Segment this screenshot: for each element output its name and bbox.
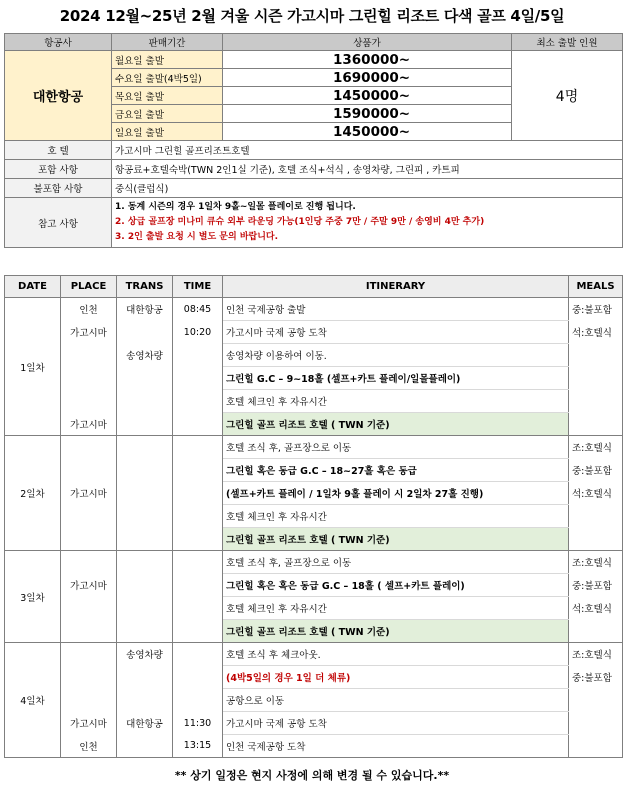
itinerary-text: 호텔 체크인 후 자유시간 bbox=[223, 390, 569, 413]
itinerary-text: 그린힐 혹은 혹은 동급 G.C – 18홀 ( 셀프+카트 플레이) bbox=[223, 574, 569, 597]
place-cell bbox=[61, 689, 117, 712]
note-line: 1. 동계 시즌의 경우 1일차 9홀~일몰 플레이로 진행 됩니다. bbox=[115, 202, 356, 212]
time-cell bbox=[173, 689, 223, 712]
meal-cell bbox=[569, 712, 623, 735]
itinerary-text: 호텔 체크인 후 자유시간 bbox=[223, 505, 569, 528]
trans-cell: 송영차량 bbox=[117, 344, 173, 367]
time-cell bbox=[173, 390, 223, 413]
itinerary-row bbox=[5, 321, 623, 344]
header-place: PLACE bbox=[61, 276, 117, 298]
trans-cell bbox=[117, 436, 173, 459]
place-cell bbox=[61, 459, 117, 482]
note-line: 3. 2인 출발 요청 시 별도 문의 바랍니다. bbox=[115, 232, 279, 242]
place-cell bbox=[61, 597, 117, 620]
itinerary-row bbox=[5, 367, 623, 390]
departure-price: 1690000~ bbox=[223, 69, 512, 87]
meal-cell: 조:호텔식 bbox=[569, 436, 623, 459]
place-cell: 인천 bbox=[61, 298, 117, 321]
header-price: 상품가 bbox=[223, 34, 512, 51]
trans-cell bbox=[117, 689, 173, 712]
trans-cell: 송영차량 bbox=[117, 643, 173, 666]
itinerary-text: 호텔 체크인 후 자유시간 bbox=[223, 597, 569, 620]
itinerary-row bbox=[5, 390, 623, 413]
trans-cell bbox=[117, 367, 173, 390]
place-cell: 가고시마 bbox=[61, 574, 117, 597]
footer-note: ** 상기 일정은 현지 사정에 의해 변경 될 수 있습니다.** bbox=[174, 769, 450, 782]
place-cell: 인천 bbox=[61, 735, 117, 758]
place-cell: 가고시마 bbox=[61, 413, 117, 436]
meal-cell: 중:불포함 bbox=[569, 459, 623, 482]
place-cell bbox=[61, 620, 117, 643]
header-period: 판매기간 bbox=[112, 34, 223, 51]
time-cell bbox=[173, 367, 223, 390]
trans-cell bbox=[117, 620, 173, 643]
meal-cell: 석:호텔식 bbox=[569, 321, 623, 344]
trans-cell bbox=[117, 321, 173, 344]
itinerary-row bbox=[5, 574, 623, 597]
notes-row bbox=[5, 198, 623, 248]
meal-cell bbox=[569, 505, 623, 528]
page-title: 2024 12월~25년 2월 겨울 시즌 가고시마 그린힐 리조트 다색 골프 4일/5일 bbox=[59, 7, 565, 25]
meal-cell bbox=[569, 390, 623, 413]
time-cell bbox=[173, 643, 223, 666]
trans-cell bbox=[117, 666, 173, 689]
place-cell bbox=[61, 666, 117, 689]
trans-cell: 대한항공 bbox=[117, 712, 173, 735]
itinerary-text: 그린힐 골프 리조트 호텔 ( TWN 기준) bbox=[223, 413, 569, 436]
itinerary-text: 공항으로 이동 bbox=[223, 689, 569, 712]
header-date: DATE bbox=[5, 276, 61, 298]
time-cell bbox=[173, 597, 223, 620]
itinerary-table bbox=[4, 275, 623, 758]
itinerary-text: 가고시마 국제 공항 도착 bbox=[223, 321, 569, 344]
time-cell: 13:15 bbox=[173, 735, 223, 758]
meal-cell bbox=[569, 528, 623, 551]
itinerary-row bbox=[5, 528, 623, 551]
meal-cell bbox=[569, 344, 623, 367]
place-cell bbox=[61, 367, 117, 390]
place-cell bbox=[61, 528, 117, 551]
itinerary-row bbox=[5, 597, 623, 620]
trans-cell bbox=[117, 597, 173, 620]
time-cell bbox=[173, 413, 223, 436]
itinerary-text: 인천 국제공항 도착 bbox=[223, 735, 569, 758]
itinerary-text: 호텔 조식 후 체크아웃. bbox=[223, 643, 569, 666]
note-line: 2. 상급 골프장 미나미 큐슈 외부 라운딩 가능(1인당 주중 7만 / 주말 9만 / 송영비 4만 추가) bbox=[115, 217, 485, 227]
place-cell bbox=[61, 551, 117, 574]
time-cell bbox=[173, 344, 223, 367]
day-label: 1일차 bbox=[5, 298, 61, 436]
included-value: 항공료+호텔숙박(TWN 2인1실 기준), 호텔 조식+석식 , 송영차량, 그린피 , 카트피 bbox=[112, 160, 623, 179]
excluded-value: 중식(클럽식) bbox=[112, 179, 623, 198]
itinerary-row bbox=[5, 689, 623, 712]
place-cell: 가고시마 bbox=[61, 321, 117, 344]
itinerary-row bbox=[5, 344, 623, 367]
itinerary-row bbox=[5, 551, 623, 574]
trans-cell bbox=[117, 574, 173, 597]
time-cell: 08:45 bbox=[173, 298, 223, 321]
time-cell bbox=[173, 574, 223, 597]
header-itinerary: ITINERARY bbox=[223, 276, 569, 298]
meal-cell bbox=[569, 735, 623, 758]
departure-day: 목요일 출발 bbox=[112, 87, 223, 105]
itinerary-text: 그린힐 혹은 동급 G.C – 18~27홀 혹은 동급 bbox=[223, 459, 569, 482]
departure-price: 1450000~ bbox=[223, 87, 512, 105]
itinerary-row bbox=[5, 413, 623, 436]
header-trans: TRANS bbox=[117, 276, 173, 298]
trans-cell: 대한항공 bbox=[117, 298, 173, 321]
header-meals: MEALS bbox=[569, 276, 623, 298]
header-airline: 항공사 bbox=[5, 34, 112, 51]
trans-cell bbox=[117, 735, 173, 758]
meal-cell: 석:호텔식 bbox=[569, 482, 623, 505]
min-pax-cell: 4명 bbox=[512, 51, 623, 141]
trans-cell bbox=[117, 390, 173, 413]
itinerary-row bbox=[5, 620, 623, 643]
time-cell bbox=[173, 620, 223, 643]
time-cell bbox=[173, 666, 223, 689]
meal-cell: 중:불포함 bbox=[569, 666, 623, 689]
notes-label: 참고 사항 bbox=[5, 198, 112, 248]
itinerary-text: 그린힐 G.C – 9~18홀 (셀프+카트 플레이/일몰플레이) bbox=[223, 367, 569, 390]
hotel-label: 호 텔 bbox=[5, 141, 112, 160]
meal-cell: 중:불포함 bbox=[569, 574, 623, 597]
departure-day: 금요일 출발 bbox=[112, 105, 223, 123]
itinerary-body bbox=[5, 298, 623, 758]
departure-price: 1360000~ bbox=[223, 51, 512, 69]
day-label: 3일차 bbox=[5, 551, 61, 643]
place-cell bbox=[61, 436, 117, 459]
itinerary-row bbox=[5, 505, 623, 528]
departure-row bbox=[5, 51, 623, 69]
departure-day: 수요일 출발(4박5일) bbox=[112, 69, 223, 87]
time-cell bbox=[173, 528, 223, 551]
itinerary-text: 송영차량 이용하여 이동. bbox=[223, 344, 569, 367]
notes-cell bbox=[112, 198, 623, 248]
included-row bbox=[5, 160, 623, 179]
itinerary-text: (4박5일의 경우 1일 더 체류) bbox=[223, 666, 569, 689]
trans-cell bbox=[117, 459, 173, 482]
trans-cell bbox=[117, 413, 173, 436]
itinerary-row bbox=[5, 643, 623, 666]
day-label: 2일차 bbox=[5, 436, 61, 551]
itinerary-text: 인천 국제공항 출발 bbox=[223, 298, 569, 321]
time-cell bbox=[173, 551, 223, 574]
trans-cell bbox=[117, 505, 173, 528]
itinerary-row bbox=[5, 712, 623, 735]
header-time: TIME bbox=[173, 276, 223, 298]
departure-day: 일요일 출발 bbox=[112, 123, 223, 141]
itinerary-row bbox=[5, 459, 623, 482]
itinerary-header-row bbox=[5, 276, 623, 298]
excluded-row bbox=[5, 179, 623, 198]
hotel-row bbox=[5, 141, 623, 160]
trans-cell bbox=[117, 482, 173, 505]
airline-cell: 대한항공 bbox=[5, 51, 112, 141]
day-label: 4일차 bbox=[5, 643, 61, 758]
meal-cell: 석:호텔식 bbox=[569, 597, 623, 620]
departure-price: 1590000~ bbox=[223, 105, 512, 123]
itinerary-row bbox=[5, 436, 623, 459]
time-cell bbox=[173, 436, 223, 459]
summary-header-row bbox=[5, 34, 623, 51]
itinerary-text: 그린힐 골프 리조트 호텔 ( TWN 기준) bbox=[223, 528, 569, 551]
place-cell bbox=[61, 390, 117, 413]
departure-day: 월요일 출발 bbox=[112, 51, 223, 69]
time-cell bbox=[173, 482, 223, 505]
trans-cell bbox=[117, 528, 173, 551]
itinerary-text: 그린힐 골프 리조트 호텔 ( TWN 기준) bbox=[223, 620, 569, 643]
hotel-value: 가고시마 그린힐 골프리조트호텔 bbox=[112, 141, 623, 160]
included-label: 포함 사항 bbox=[5, 160, 112, 179]
meal-cell: 조:호텔식 bbox=[569, 551, 623, 574]
meal-cell bbox=[569, 367, 623, 390]
itinerary-row bbox=[5, 482, 623, 505]
place-cell: 가고시마 bbox=[61, 712, 117, 735]
summary-table bbox=[4, 33, 623, 248]
itinerary-text: 가고시마 국제 공항 도착 bbox=[223, 712, 569, 735]
meal-cell: 조:호텔식 bbox=[569, 643, 623, 666]
meal-cell bbox=[569, 620, 623, 643]
header-min-pax: 최소 출발 인원 bbox=[512, 34, 623, 51]
place-cell bbox=[61, 344, 117, 367]
itinerary-text: (셀프+카트 플레이 / 1일차 9홀 플레이 시 2일차 27홀 진행) bbox=[223, 482, 569, 505]
time-cell: 11:30 bbox=[173, 712, 223, 735]
place-cell bbox=[61, 505, 117, 528]
itinerary-row bbox=[5, 298, 623, 321]
time-cell bbox=[173, 505, 223, 528]
itinerary-text: 호텔 조식 후, 골프장으로 이동 bbox=[223, 551, 569, 574]
meal-cell: 중:불포함 bbox=[569, 298, 623, 321]
place-cell: 가고시마 bbox=[61, 482, 117, 505]
meal-cell bbox=[569, 689, 623, 712]
itinerary-row bbox=[5, 666, 623, 689]
itinerary-row bbox=[5, 735, 623, 758]
meal-cell bbox=[569, 413, 623, 436]
itinerary-text: 호텔 조식 후, 골프장으로 이동 bbox=[223, 436, 569, 459]
departure-price: 1450000~ bbox=[223, 123, 512, 141]
time-cell: 10:20 bbox=[173, 321, 223, 344]
place-cell bbox=[61, 643, 117, 666]
time-cell bbox=[173, 459, 223, 482]
excluded-label: 불포함 사항 bbox=[5, 179, 112, 198]
trans-cell bbox=[117, 551, 173, 574]
